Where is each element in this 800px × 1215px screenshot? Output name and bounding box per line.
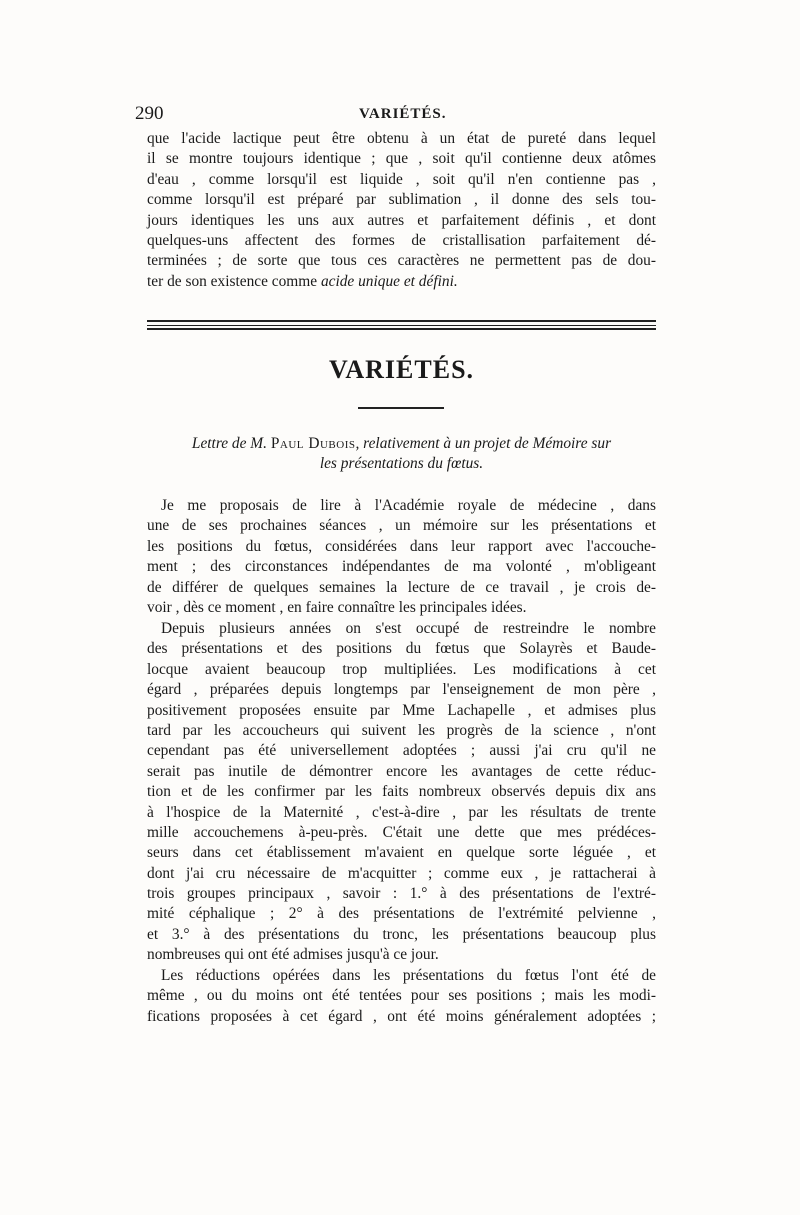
text-line: Les réductions opérées dans les présentations du fœtus l'ont été de (161, 967, 656, 984)
text-line: ment ; des circonstances indépendantes de ma volonté , m'obligeant (147, 558, 656, 576)
text-line: que l'acide lactique peut être obtenu à un état de pureté dans lequel (147, 130, 656, 147)
letter-title-line-1 (147, 434, 656, 454)
text-line: quelques-uns affectent des formes de cristallisation parfaitement dé- (147, 231, 656, 249)
text-line: et 3.° à des présentations du tronc, les présentations beaucoup plus (147, 925, 656, 943)
text-line: même , ou du moins ont été tentées pour ses positions ; mais les modi- (147, 987, 656, 1005)
page-header (135, 103, 665, 125)
top-paragraph (147, 129, 656, 292)
letter-title-rest: , relativement à un projet de Mémoire sur (355, 435, 612, 452)
paragraph-1 (147, 496, 656, 618)
text-line: tion et de les confirmer par les faits nombreux observés depuis dix ans (147, 783, 656, 801)
heading-underline (358, 407, 444, 409)
text-line: d'eau , comme lorsqu'il est liquide , soit qu'il n'en contienne pas , (147, 170, 656, 188)
letter-lettre: Lettre de M. (191, 435, 267, 452)
text-line: trois groupes principaux , savoir : 1.° à des présentations de l'extré- (147, 885, 656, 903)
text-line: seurs dans cet établissement m'avaient en quelque sorte léguée , et (147, 844, 656, 862)
text-line: mité céphalique ; 2° à des présentations de l'extrémité pelvienne , (147, 905, 656, 923)
section-rule-top (147, 320, 656, 322)
section-rule-bottom (147, 328, 656, 330)
text-line: dont j'ai cru nécessaire de m'acquitter ; comme eux , je rattacherai à (147, 864, 656, 882)
text-line: tard par les accoucheurs qui suivent les progrès de la science , n'ont (147, 721, 656, 739)
text-line: positivement proposées ensuite par Mme Lachapelle , et admises plus (147, 701, 656, 719)
text-line: de différer de quelques semaines la lecture de ce travail , je crois de- (147, 578, 656, 596)
text-line: les positions du fœtus, considérées dans leur rapport avec l'accouche- (147, 537, 656, 555)
text-line: comme lorsqu'il est préparé par sublimation , il donne des sels tou- (147, 191, 656, 209)
text-line: fications proposées à cet égard , ont été moins généralement adoptées ; (147, 1007, 656, 1025)
text-line: Je me proposais de lire à l'Académie royale de médecine , dans (161, 497, 656, 514)
text-line: Depuis plusieurs années on s'est occupé de restreindre le nombre (161, 620, 656, 637)
text-line: mille accouchemens à-peu-près. C'était une dette que mes prédéces- (147, 823, 656, 841)
paragraph-2 (147, 619, 656, 966)
text-fragment: ter de son existence comme (147, 272, 321, 290)
text-line: locque avaient beaucoup trop multipliées. Les modifications à cet (147, 660, 656, 678)
text-line: des présentations et des positions du fœtus que Solayrès et Baude- (147, 640, 656, 658)
text-line: à l'hospice de la Maternité , c'est-à-dire , par les résultats de trente (147, 803, 656, 821)
running-title: VARIÉTÉS. (359, 106, 447, 122)
text-line: serait pas inutile de démontrer encore les avantages de cette réduc- (147, 762, 656, 780)
paragraph-3 (147, 966, 656, 1027)
section-rule-middle (147, 325, 656, 326)
text-line: nombreuses qui ont été admises jusqu'à ce jour. (147, 946, 439, 964)
text-line: jours identiques les uns aux autres et parfaitement définis , et dont (147, 211, 656, 229)
text-line-last (147, 272, 656, 292)
text-line: terminées ; de sorte que tous ces caractères ne permettent pas de dou- (147, 252, 656, 270)
letter-author: Paul Dubois (270, 435, 356, 452)
letter-title-line-2: les présentations du fœtus. (319, 455, 484, 473)
text-line: cependant pas été universellement adoptées ; aussi j'ai cru qu'il ne (147, 742, 656, 760)
italic-term: acide unique et défini. (320, 272, 458, 290)
text-line: il se montre toujours identique ; que , soit qu'il contienne deux atômes (147, 150, 656, 168)
letter-title (147, 434, 656, 475)
text-line: égard , préparées depuis longtemps par l'enseignement de mon père , (147, 681, 656, 699)
page-number: 290 (135, 103, 164, 124)
section-heading: VARIÉTÉS. (328, 355, 475, 384)
text-line: une de ses prochaines séances , un mémoire sur les présentations et (147, 517, 656, 535)
text-line: voir , dès ce moment , en faire connaître les principales idées. (147, 598, 527, 616)
